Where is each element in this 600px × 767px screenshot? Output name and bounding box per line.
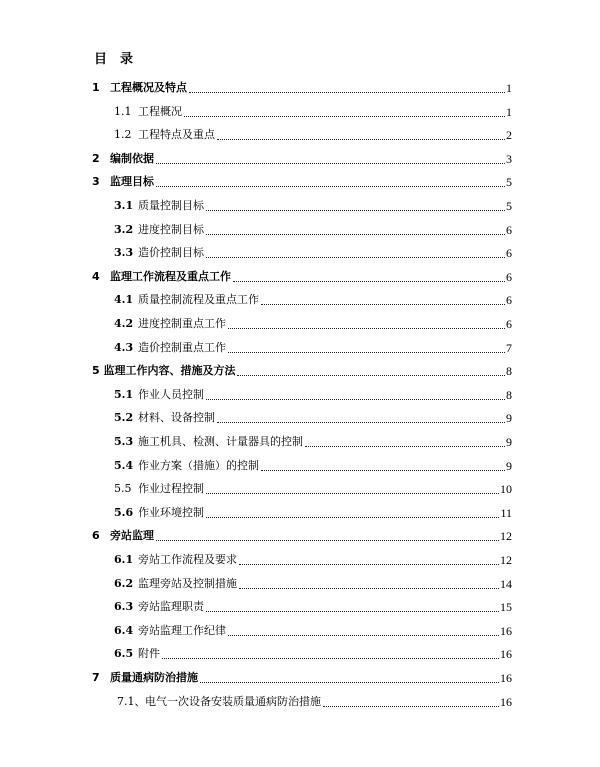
toc-entry-title: 材料、设备控制 — [138, 411, 215, 425]
toc-dot-leader — [228, 634, 499, 636]
toc-entry-page: 1 — [506, 81, 512, 95]
toc-entry[interactable] — [0, 480, 600, 498]
toc-entry-title: 旁站监理职责 — [138, 600, 204, 614]
toc-dot-leader — [200, 681, 499, 683]
toc-entry-title: 监理目标 — [110, 175, 154, 189]
toc-entry-number: 3 — [92, 175, 100, 189]
toc-entry-page: 1 — [506, 104, 512, 119]
toc-entry-title: 造价控制目标 — [138, 246, 204, 260]
toc-dot-leader — [206, 516, 499, 518]
toc-entry-title: 进度控制目标 — [138, 222, 204, 236]
toc-entry-title: 施工机具、检测、计量器具的控制 — [138, 435, 303, 448]
toc-entry-title: 附件 — [138, 647, 160, 661]
toc-entry-title: 工程概况及特点 — [110, 81, 187, 94]
toc-dot-leader — [228, 327, 505, 329]
toc-entry[interactable] — [0, 551, 600, 569]
toc-entry-title: 旁站工作流程及要求 — [138, 553, 237, 566]
toc-entry-number: 7.1、 — [117, 694, 146, 708]
toc-dot-leader — [237, 374, 505, 376]
toc-entry[interactable] — [0, 575, 600, 593]
toc-dot-leader — [156, 185, 505, 187]
toc-dot-leader — [162, 657, 499, 659]
toc-entry[interactable] — [0, 79, 600, 97]
toc-entry[interactable] — [0, 339, 600, 357]
toc-entry[interactable] — [0, 221, 600, 239]
toc-dot-leader — [206, 256, 505, 258]
toc-dot-leader — [206, 610, 499, 612]
toc-entry-number: 6.2 — [114, 576, 134, 590]
toc-entry-number: 6.4 — [114, 623, 134, 637]
toc-entry-page: 12 — [500, 529, 512, 544]
toc-entry-page: 16 — [500, 671, 512, 685]
toc-entry-number: 5.6 — [114, 505, 134, 519]
toc-entry-page: 3 — [506, 151, 512, 166]
toc-entry-number: 5.2 — [114, 411, 134, 425]
toc-entry-title: 作业方案（措施）的控制 — [138, 458, 259, 472]
toc-entry-number: 1 — [92, 81, 100, 94]
toc-entry-number: 6.1 — [114, 553, 134, 566]
toc-entry-number: 5.4 — [114, 458, 134, 472]
toc-entry[interactable] — [0, 598, 600, 616]
toc-entry-page: 16 — [500, 647, 512, 662]
toc-entry-title: 编制依据 — [110, 151, 154, 165]
toc-entry-title: 监理旁站及控制措施 — [138, 576, 237, 590]
toc-entry[interactable] — [0, 433, 600, 451]
toc-entry[interactable] — [0, 669, 600, 687]
toc-entry[interactable] — [0, 103, 600, 121]
toc-entry-page: 16 — [500, 623, 512, 638]
toc-dot-leader — [217, 138, 505, 140]
toc-entry-page: 5 — [506, 175, 512, 190]
toc-entry-page: 16 — [500, 694, 512, 709]
toc-entry[interactable] — [0, 409, 600, 427]
toc-entry-title: 作业过程控制 — [138, 482, 204, 496]
toc-entry-title: 作业人员控制 — [138, 387, 204, 401]
toc-entry-page: 12 — [500, 553, 512, 567]
toc-dot-leader — [217, 421, 505, 423]
toc-dot-leader — [228, 351, 505, 353]
toc-entry-title: 质量通病防治措施 — [110, 671, 198, 684]
toc-entry-number: 4.1 — [114, 293, 134, 307]
toc-entry-page: 9 — [506, 435, 512, 449]
toc-entry-number: 7 — [92, 671, 100, 684]
toc-entry[interactable] — [0, 362, 600, 380]
toc-dot-leader — [233, 280, 505, 282]
toc-entry-page: 6 — [506, 222, 512, 237]
toc-dot-leader — [206, 492, 499, 494]
toc-entry-number: 4.3 — [114, 340, 134, 354]
toc-entry-number: 6 — [92, 529, 100, 543]
toc-title: 目录 — [94, 52, 147, 67]
toc-entry-number: 2 — [92, 151, 100, 165]
toc-entry-page: 9 — [506, 458, 512, 473]
toc-entry-number: 4 — [92, 269, 100, 283]
toc-entry[interactable] — [0, 150, 600, 168]
toc-entry-title: 造价控制重点工作 — [138, 340, 226, 354]
toc-entry[interactable] — [0, 126, 600, 144]
toc-entry[interactable] — [0, 504, 600, 522]
toc-dot-leader — [239, 587, 499, 589]
toc-entry-number: 1.1 — [114, 104, 132, 118]
toc-entry[interactable] — [0, 527, 600, 545]
toc-dot-leader — [184, 115, 505, 117]
toc-dot-leader — [261, 303, 505, 305]
toc-entry-page: 15 — [500, 600, 512, 615]
toc-entry[interactable] — [0, 268, 600, 286]
toc-entry[interactable] — [0, 315, 600, 333]
toc-entry-page: 5 — [506, 199, 512, 213]
toc-entry-number: 5.5 — [114, 482, 132, 496]
toc-entry-page: 7 — [506, 340, 512, 355]
toc-dot-leader — [156, 162, 505, 164]
toc-entry-page: 14 — [500, 576, 512, 591]
toc-entry-page: 11 — [500, 505, 512, 520]
toc-entry-number: 4.2 — [114, 317, 134, 330]
toc-entry[interactable] — [0, 622, 600, 640]
toc-entry-number: 6.3 — [114, 600, 134, 614]
toc-entry-title: 质量控制流程及重点工作 — [138, 293, 259, 307]
toc-entry-title: 进度控制重点工作 — [138, 317, 226, 330]
toc-dot-leader — [206, 233, 505, 235]
toc-entry-page: 10 — [500, 482, 512, 497]
toc-entry-page: 2 — [506, 128, 512, 143]
toc-dot-leader — [206, 398, 505, 400]
toc-entry[interactable] — [0, 244, 600, 262]
toc-entry-page: 6 — [506, 293, 512, 308]
toc-entry-title: 电气一次设备安装质量通病防治措施 — [145, 694, 321, 708]
toc-entry-page: 6 — [506, 246, 512, 261]
toc-entry-page: 9 — [506, 411, 512, 426]
toc-dot-leader — [261, 469, 505, 471]
toc-entry-title: 工程特点及重点 — [138, 128, 215, 142]
toc-entry-page: 8 — [506, 387, 512, 402]
toc-entry-title: 监理工作流程及重点工作 — [110, 269, 231, 283]
toc-entry-title: 5 监理工作内容、措施及方法 — [92, 364, 236, 378]
toc-dot-leader — [239, 563, 499, 565]
toc-entry[interactable] — [0, 645, 600, 663]
toc-entry-page: 6 — [506, 269, 512, 284]
toc-entry-number: 5.3 — [114, 435, 134, 448]
toc-dot-leader — [305, 445, 505, 447]
toc-entry-number: 5.1 — [114, 387, 134, 401]
toc-entry[interactable] — [0, 457, 600, 475]
toc-entry-title: 旁站监理工作纪律 — [138, 623, 226, 637]
toc-entry-title: 作业环境控制 — [138, 505, 204, 519]
toc-entry-number: 3.1 — [114, 199, 134, 212]
toc-entry-title: 旁站监理 — [110, 529, 154, 543]
toc-entry-number: 1.2 — [114, 128, 132, 142]
toc-dot-leader — [156, 539, 499, 541]
toc-dot-leader — [323, 705, 499, 707]
toc-dot-leader — [206, 209, 505, 211]
toc-entry-title: 工程概况 — [138, 104, 182, 118]
toc-entry[interactable] — [0, 173, 600, 191]
toc-entry-page: 6 — [506, 317, 512, 331]
toc-entry-number: 3.2 — [114, 222, 134, 236]
toc-entry[interactable] — [0, 693, 600, 711]
toc-entry-number: 3.3 — [114, 246, 134, 260]
toc-entry[interactable] — [0, 197, 600, 215]
toc-entry[interactable] — [0, 386, 600, 404]
toc-dot-leader — [189, 91, 505, 93]
toc-entry-page: 8 — [506, 364, 512, 379]
toc-entry-number: 6.5 — [114, 647, 134, 661]
toc-entry[interactable] — [0, 291, 600, 309]
toc-entry-title: 质量控制目标 — [138, 199, 204, 212]
